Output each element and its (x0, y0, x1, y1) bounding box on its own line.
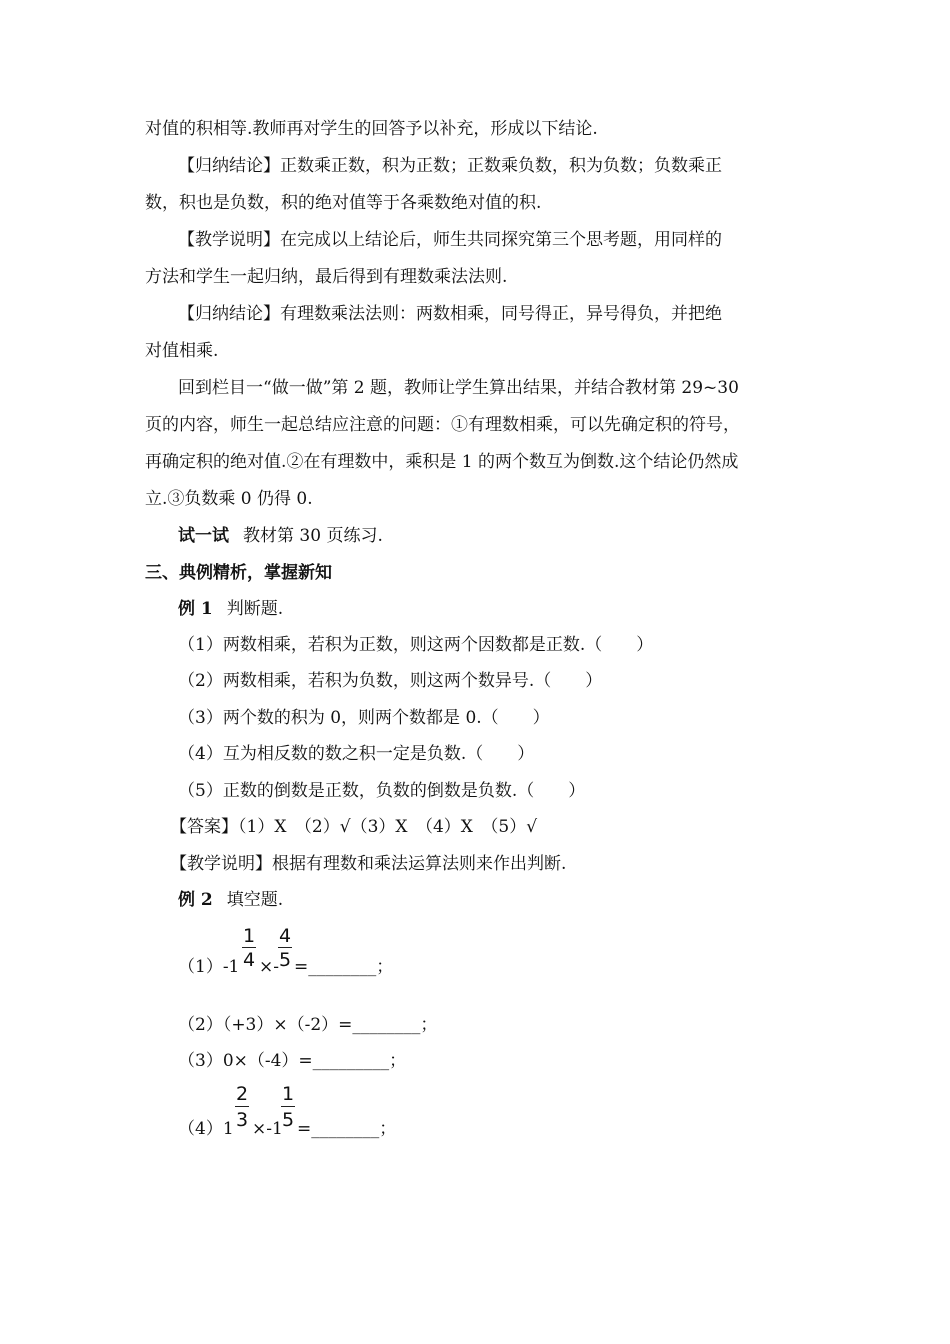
fraction-bar (278, 947, 292, 948)
q4-blank: =________； (297, 1119, 397, 1139)
fraction-bar (235, 1106, 249, 1107)
q1-operator: ×- (259, 957, 279, 977)
paragraph-line: 对值相乘. (145, 341, 219, 361)
q1-fraction-1-denominator: 4 (242, 949, 256, 971)
q4-operator: ×-1 (252, 1119, 283, 1139)
example-1-title: 判断题. (226, 599, 284, 619)
q4-prefix: （4）1 (178, 1119, 234, 1139)
paragraph-line: 立.③负数乘 0 仍得 0. (145, 489, 313, 509)
try-text: 教材第 30 页练习. (243, 526, 383, 546)
q1-fraction-2-numerator: 4 (278, 925, 292, 947)
example-1-item: （3）两个数的积为 0，则两个数都是 0.（ ） (178, 708, 550, 728)
paragraph-line: 页的内容，师生一起总结应注意的问题：①有理数相乘，可以先确定积的符号， (145, 415, 740, 435)
fraction-bar (281, 1106, 295, 1107)
q4-fraction-2-numerator: 1 (281, 1083, 295, 1105)
q4-fraction-1-denominator: 3 (235, 1109, 249, 1131)
paragraph-line: 方法和学生一起归纳，最后得到有理数乘法法则. (145, 267, 508, 287)
example-2-title: 填空题. (226, 890, 284, 910)
try-line (178, 524, 383, 548)
example-1-item: （1）两数相乘，若积为正数，则这两个因数都是正数.（ ） (178, 635, 654, 655)
example-2-q2: （2）（+3）×（-2）=________； (178, 1015, 438, 1035)
example-1-heading (178, 597, 283, 621)
fraction-bar (242, 947, 256, 948)
paragraph-line: 对值的积相等.教师再对学生的回答予以补充，形成以下结论. (145, 119, 598, 139)
q4-fraction-2-denominator: 5 (281, 1109, 295, 1131)
example-1-label: 例 1 (178, 599, 213, 619)
conclusion-1-line: 【归纳结论】正数乘正数，积为正数；正数乘负数，积为负数；负数乘正 (178, 156, 722, 176)
example-1-item: （5）正数的倒数是正数，负数的倒数是负数.（ ） (178, 781, 586, 801)
conclusion-2-line: 【归纳结论】有理数乘法法则：两数相乘，同号得正，异号得负，并把绝 (178, 304, 722, 324)
q1-fraction-2-denominator: 5 (278, 949, 292, 971)
example-1-item: （2）两数相乘，若积为负数，则这两个数异号.（ ） (178, 671, 603, 691)
example-2-label: 例 2 (178, 890, 213, 910)
q1-blank: =________； (294, 957, 394, 977)
example-1-note: 【教学说明】根据有理数和乘法运算法则来作出判断. (170, 854, 567, 874)
example-2-heading (178, 888, 283, 912)
example-1-item: （4）互为相反数的数之积一定是负数.（ ） (178, 744, 535, 764)
teaching-note-line: 【教学说明】在完成以上结论后，师生共同探究第三个思考题，用同样的 (178, 230, 722, 250)
paragraph-line: 再确定积的绝对值.②在有理数中，乘积是 1 的两个数互为倒数.这个结论仍然成 (145, 452, 739, 472)
section-heading: 三、典例精析，掌握新知 (145, 563, 332, 583)
paragraph-line: 回到栏目一“做一做”第 2 题，教师让学生算出结果，并结合教材第 29~30 (178, 378, 739, 398)
q4-fraction-1-numerator: 2 (235, 1083, 249, 1105)
example-1-answer: 【答案】（1）X （2）√（3）X （4）X （5）√ (170, 817, 538, 837)
paragraph-line: 数，积也是负数，积的绝对值等于各乘数绝对值的积. (145, 193, 542, 213)
q1-prefix: （1）-1 (178, 957, 240, 977)
try-label: 试一试 (178, 526, 229, 546)
q1-fraction-1-numerator: 1 (242, 925, 256, 947)
example-2-q3: （3）0×（-4）=_________； (178, 1051, 407, 1071)
